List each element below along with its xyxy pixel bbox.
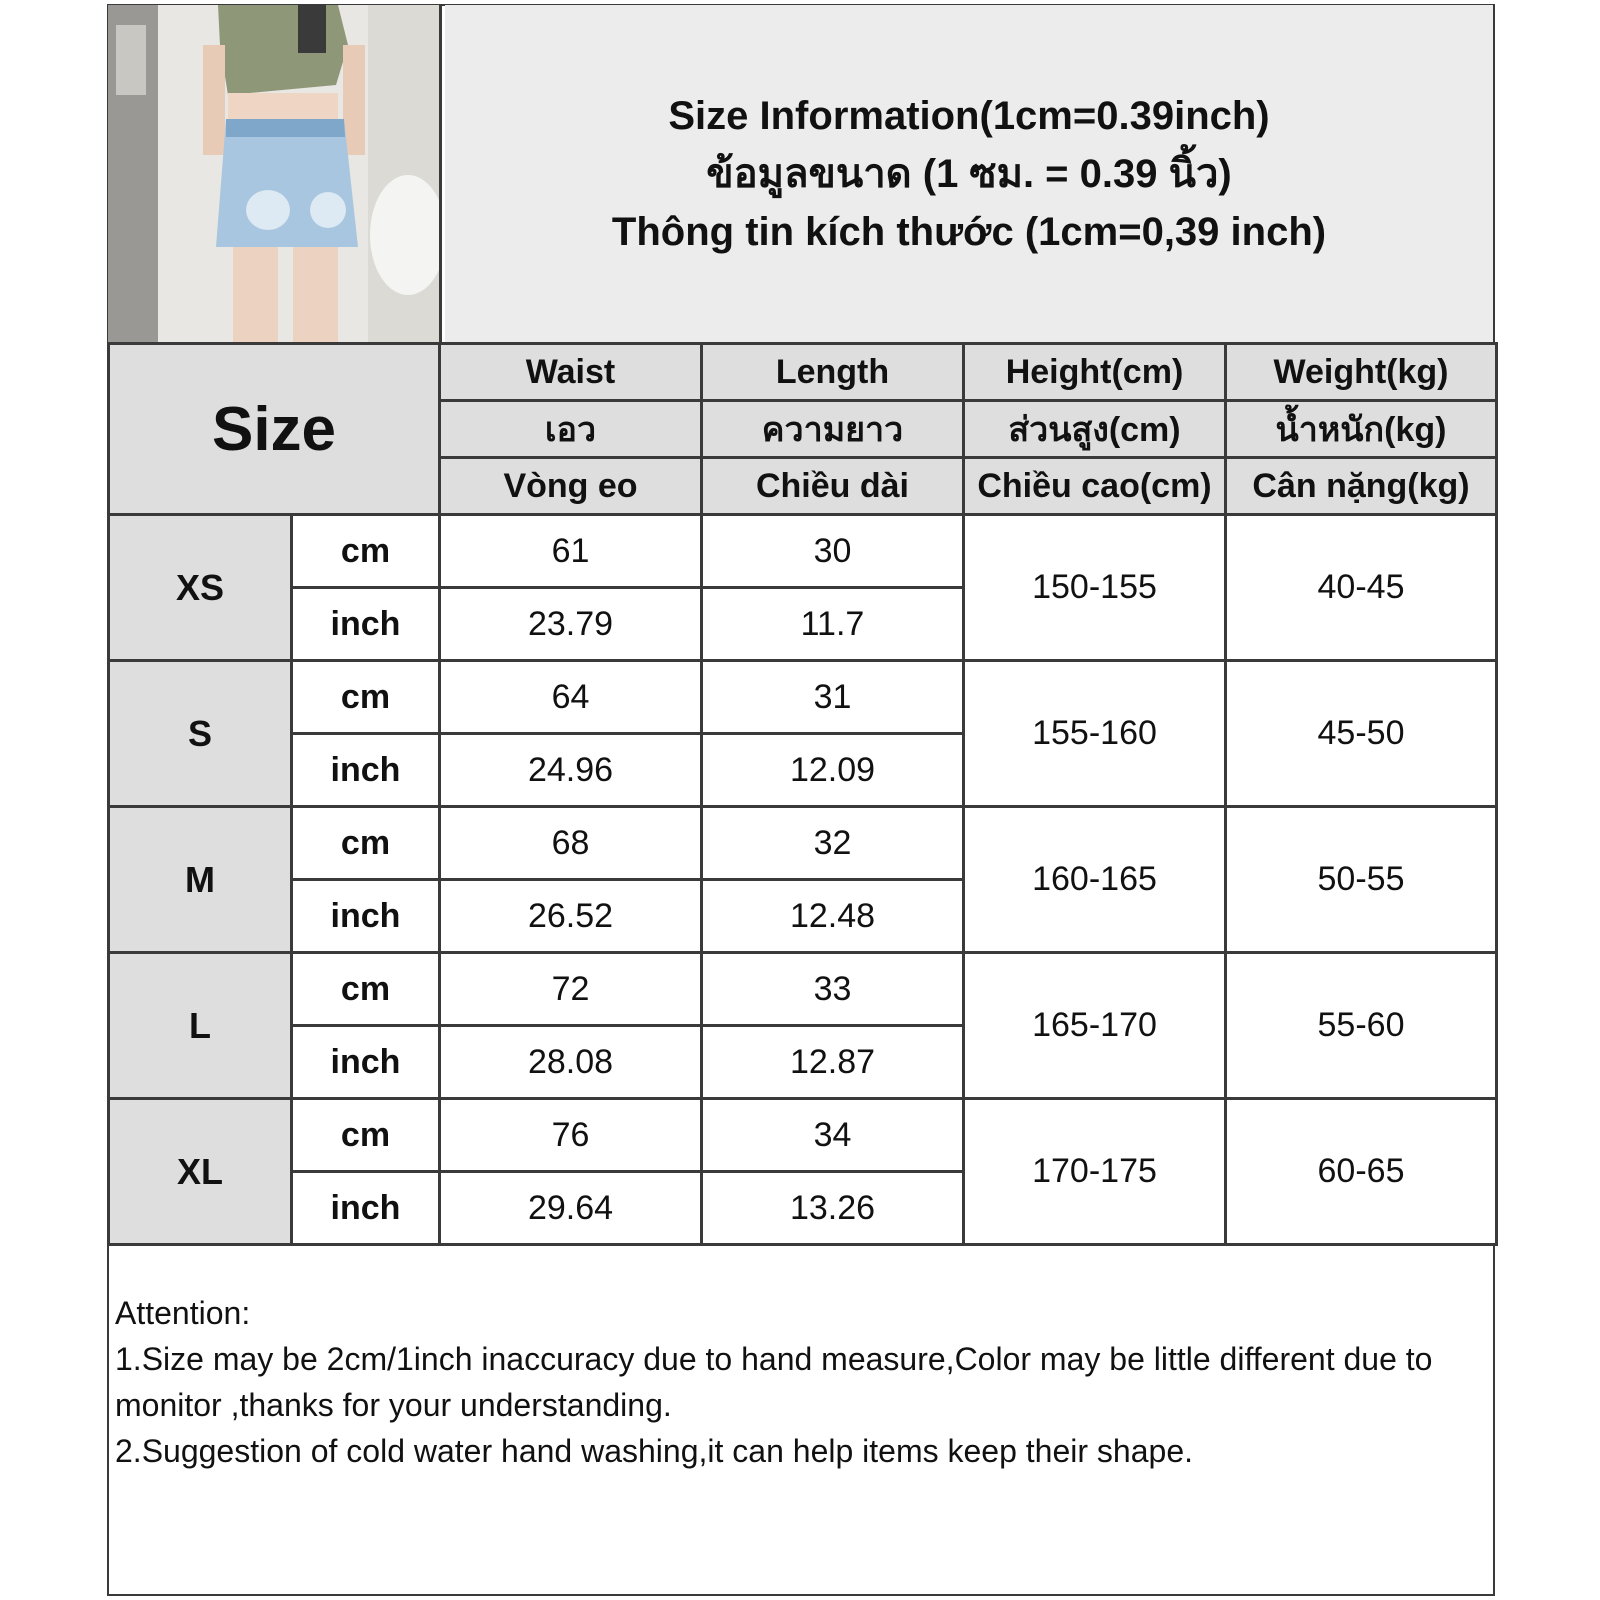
size-label: S: [109, 661, 292, 807]
table-row: [109, 515, 1497, 588]
attention-heading: Attention:: [115, 1295, 251, 1331]
weight-range: 45-50: [1226, 661, 1497, 807]
height-range: 160-165: [964, 807, 1226, 953]
product-photo-image: [108, 5, 439, 342]
length-cm: 31: [702, 661, 964, 734]
col-header-height-vi: Chiều cao(cm): [964, 458, 1226, 515]
col-header-weight-thai: น้ำหนัก(kg): [1226, 401, 1497, 458]
weight-range: 55-60: [1226, 953, 1497, 1099]
waist-inch: 26.52: [440, 880, 702, 953]
table-row: [109, 661, 1497, 734]
height-range: 150-155: [964, 515, 1226, 661]
size-label: M: [109, 807, 292, 953]
col-header-waist-thai: เอว: [440, 401, 702, 458]
length-cm: 32: [702, 807, 964, 880]
length-inch: 12.87: [702, 1026, 964, 1099]
col-header-waist-vi: Vòng eo: [440, 458, 702, 515]
waist-inch: 29.64: [440, 1172, 702, 1245]
unit-inch: inch: [292, 880, 440, 953]
size-header: Size: [109, 344, 440, 515]
length-inch: 11.7: [702, 588, 964, 661]
header-row-english: [109, 344, 1497, 401]
attention-item-1: 1.Size may be 2cm/1inch inaccuracy due to hand measure,Color may be little different due to monitor ,thanks for your understanding.: [115, 1341, 1433, 1423]
col-header-waist: Waist: [440, 344, 702, 401]
col-header-weight-vi: Cân nặng(kg): [1226, 458, 1497, 515]
unit-cm: cm: [292, 515, 440, 588]
waist-inch: 24.96: [440, 734, 702, 807]
product-photo: [108, 5, 442, 342]
weight-range: 40-45: [1226, 515, 1497, 661]
table-row: [109, 953, 1497, 1026]
attention-item-2: 2.Suggestion of cold water hand washing,it can help items keep their shape.: [115, 1433, 1193, 1469]
length-cm: 33: [702, 953, 964, 1026]
title-english: Size Information(1cm=0.39inch): [668, 93, 1270, 138]
unit-inch: inch: [292, 588, 440, 661]
unit-inch: inch: [292, 1026, 440, 1099]
length-inch: 13.26: [702, 1172, 964, 1245]
height-range: 170-175: [964, 1099, 1226, 1245]
size-table: [107, 342, 1498, 1246]
unit-cm: cm: [292, 661, 440, 734]
height-range: 155-160: [964, 661, 1226, 807]
unit-inch: inch: [292, 1172, 440, 1245]
length-inch: 12.48: [702, 880, 964, 953]
col-header-height: Height(cm): [964, 344, 1226, 401]
title-thai: ข้อมูลขนาด (1 ซม. = 0.39 นิ้ว): [706, 151, 1232, 196]
waist-inch: 28.08: [440, 1026, 702, 1099]
waist-cm: 68: [440, 807, 702, 880]
col-header-length-vi: Chiều dài: [702, 458, 964, 515]
height-range: 165-170: [964, 953, 1226, 1099]
size-info-title: [445, 5, 1493, 342]
weight-range: 60-65: [1226, 1099, 1497, 1245]
col-header-height-thai: ส่วนสูง(cm): [964, 401, 1226, 458]
size-label: L: [109, 953, 292, 1099]
col-header-length-thai: ความยาว: [702, 401, 964, 458]
unit-cm: cm: [292, 807, 440, 880]
waist-inch: 23.79: [440, 588, 702, 661]
table-row: [109, 807, 1497, 880]
col-header-weight: Weight(kg): [1226, 344, 1497, 401]
table-row: [109, 1099, 1497, 1172]
waist-cm: 72: [440, 953, 702, 1026]
unit-cm: cm: [292, 953, 440, 1026]
unit-cm: cm: [292, 1099, 440, 1172]
col-header-length: Length: [702, 344, 964, 401]
title-vietnamese: Thông tin kích thước (1cm=0,39 inch): [611, 209, 1327, 254]
length-cm: 34: [702, 1099, 964, 1172]
size-label: XL: [109, 1099, 292, 1245]
length-inch: 12.09: [702, 734, 964, 807]
attention-notes: [115, 1290, 1485, 1474]
size-label: XS: [109, 515, 292, 661]
length-cm: 30: [702, 515, 964, 588]
waist-cm: 76: [440, 1099, 702, 1172]
waist-cm: 61: [440, 515, 702, 588]
weight-range: 50-55: [1226, 807, 1497, 953]
unit-inch: inch: [292, 734, 440, 807]
waist-cm: 64: [440, 661, 702, 734]
